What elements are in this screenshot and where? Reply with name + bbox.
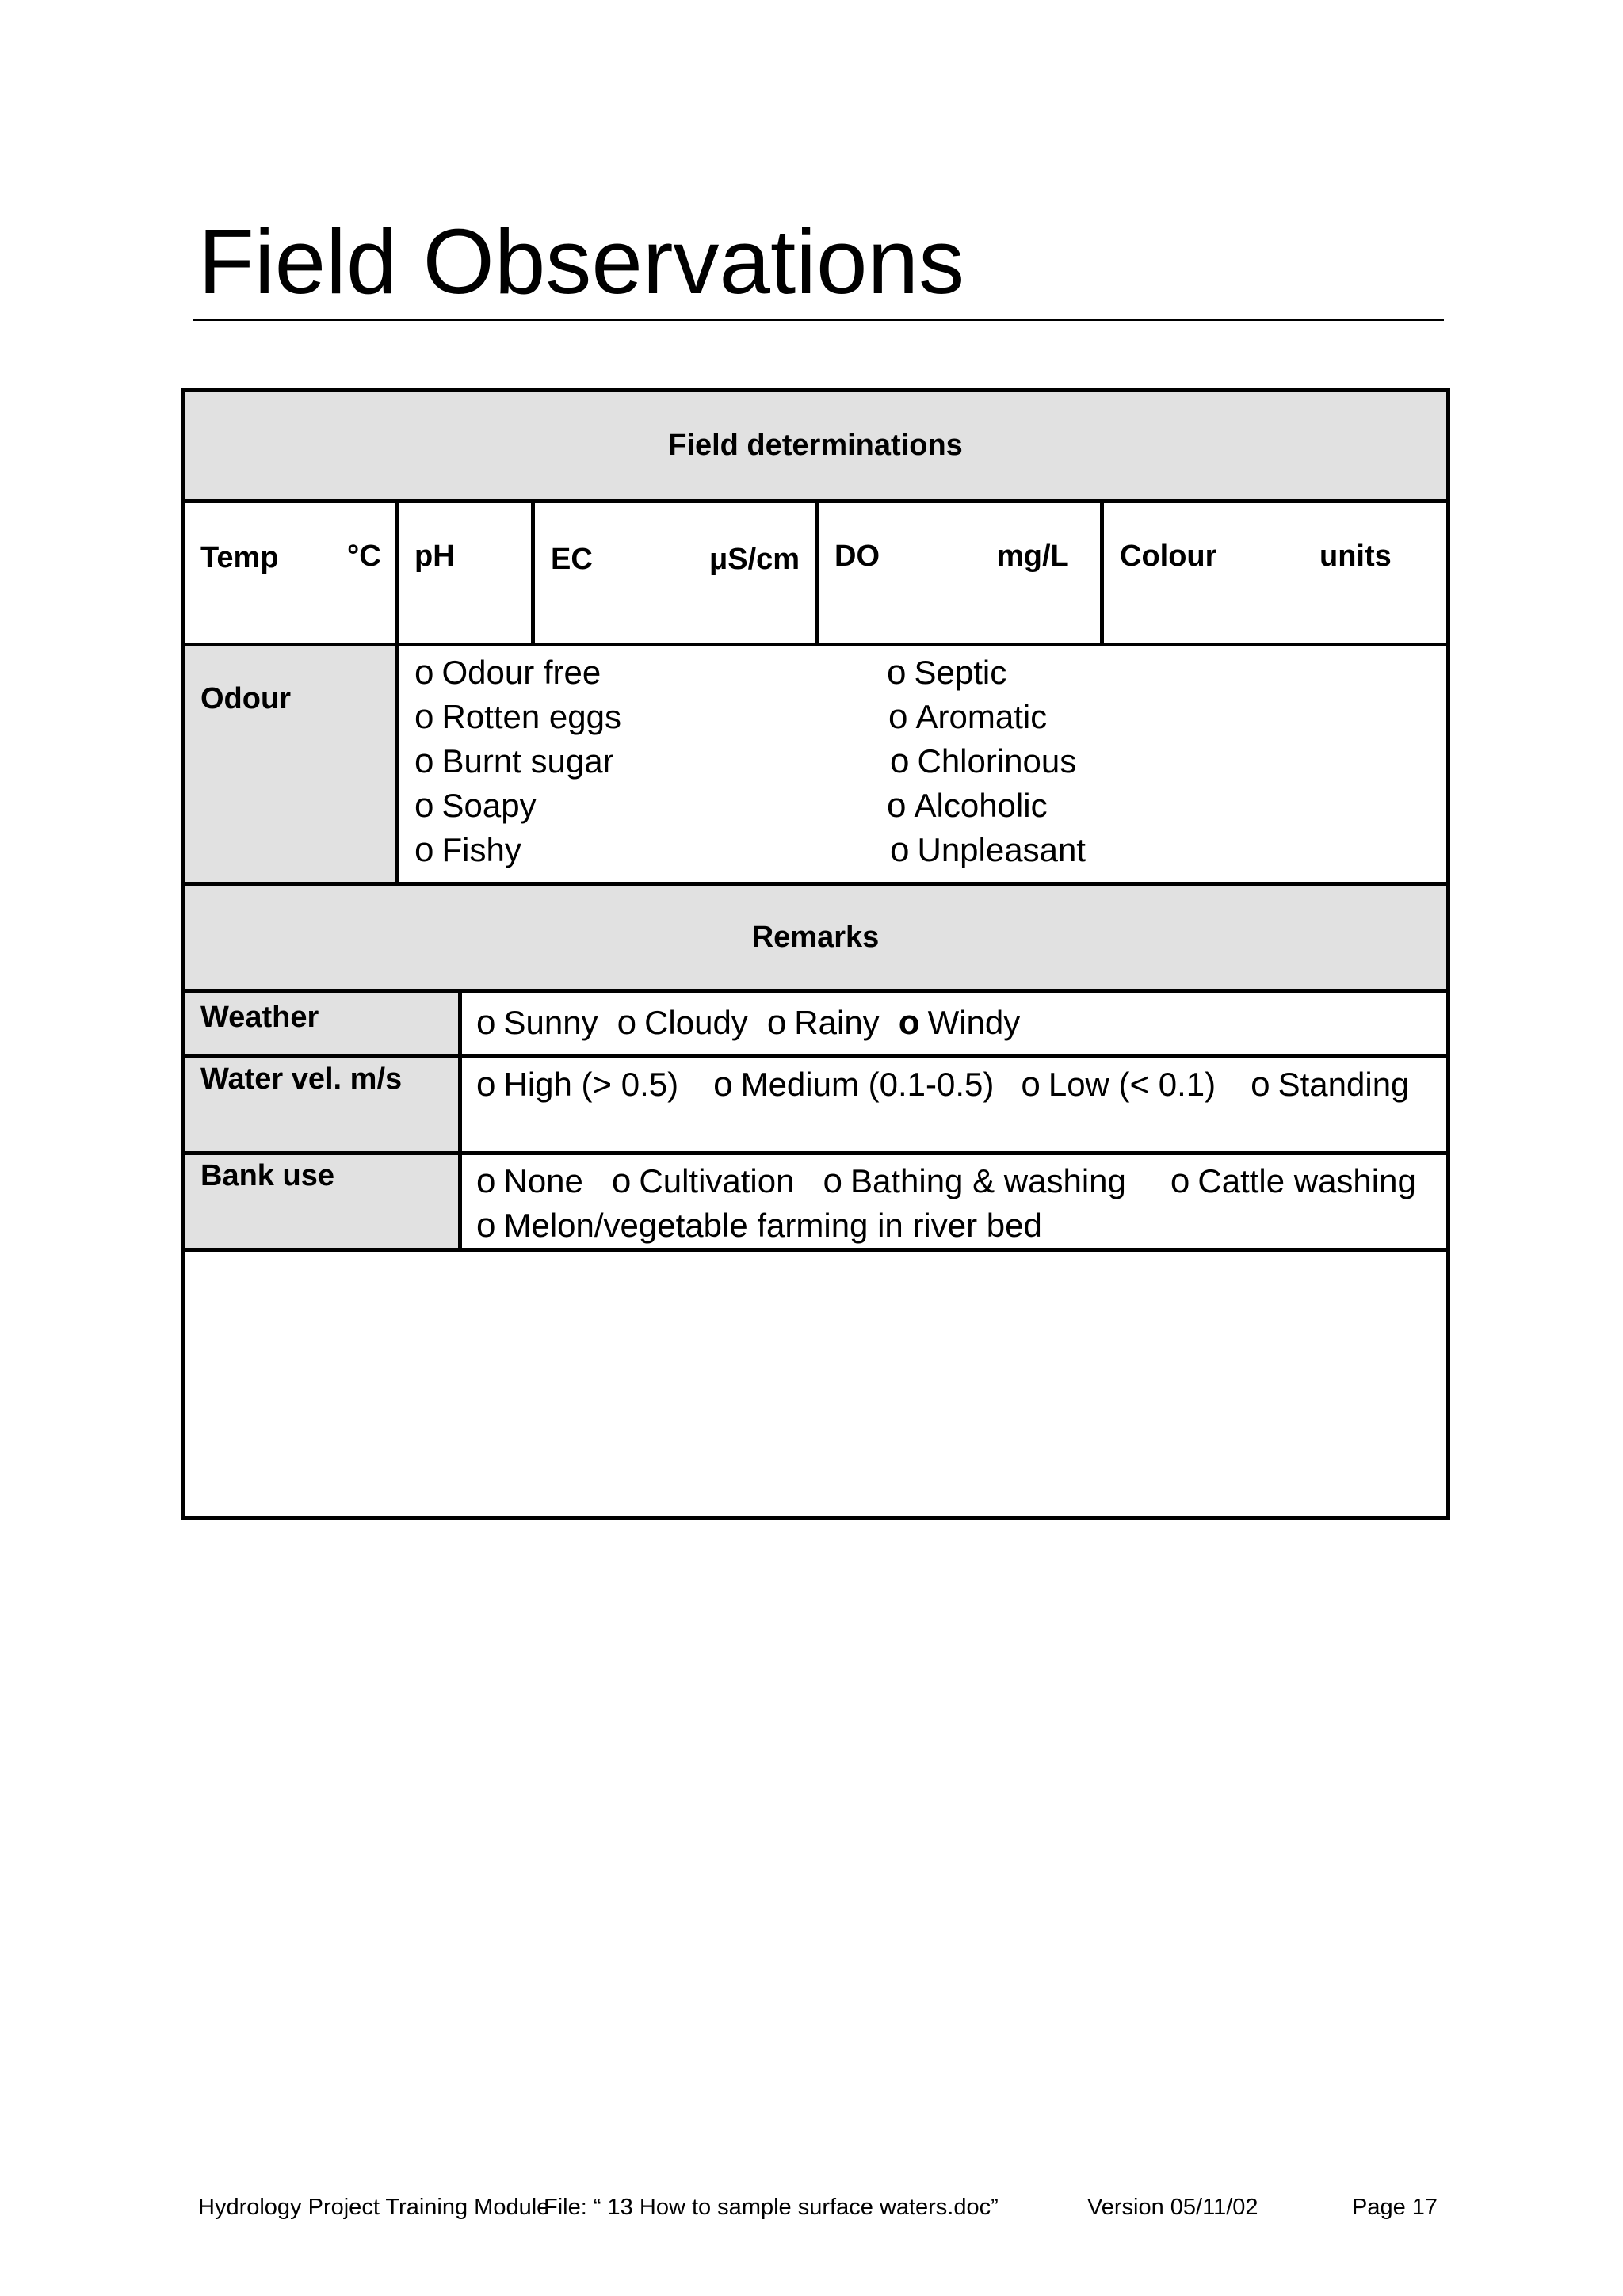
water-velocity-options <box>476 1067 1436 1102</box>
bank-use-label: Bank use <box>200 1159 334 1192</box>
water-velocity-option[interactable]: o Medium (0.1-0.5) <box>713 1065 995 1104</box>
odour-label: Odour <box>200 682 291 715</box>
colour-unit: units <box>1319 540 1392 573</box>
weather-option[interactable]: o Rainy <box>766 1003 880 1042</box>
water-velocity-option[interactable]: o High (> 0.5) <box>476 1065 679 1104</box>
ph-label: pH <box>414 540 455 573</box>
odour-option[interactable]: o Soapy <box>414 786 537 825</box>
ec-label: EC <box>551 543 593 576</box>
field-determinations-heading: Field determinations <box>668 429 963 462</box>
weather-option[interactable]: o Windy <box>898 1003 1021 1042</box>
weather-options <box>476 1005 1047 1040</box>
odour-option[interactable]: o Unpleasant <box>890 830 1086 869</box>
checkbox-icon: o <box>414 653 434 692</box>
weather-option[interactable]: o Cloudy <box>617 1003 748 1042</box>
odour-option[interactable]: o Chlorinous <box>890 742 1077 780</box>
divider <box>395 503 399 643</box>
checkbox-icon: o <box>414 697 434 736</box>
checkbox-icon: o <box>890 742 910 780</box>
checkbox-icon: o <box>414 742 434 780</box>
checkbox-icon: o <box>887 653 907 692</box>
title-underline <box>193 319 1444 321</box>
field-observation-form <box>181 388 1450 1520</box>
divider <box>185 1054 1446 1058</box>
bank-use-option[interactable]: o Cultivation <box>611 1161 795 1200</box>
divider <box>395 643 399 886</box>
ec-unit: μS/cm <box>709 543 800 576</box>
footer-module: Hydrology Project Training Module <box>198 2195 550 2220</box>
colour-label: Colour <box>1120 540 1217 573</box>
water-velocity-label: Water vel. m/s <box>200 1062 403 1096</box>
bank-use-option[interactable]: o Cattle washing <box>1170 1161 1416 1200</box>
divider <box>458 993 462 1252</box>
odour-option[interactable]: o Odour free <box>414 653 601 692</box>
bank-use-option[interactable]: o Bathing & washing <box>823 1161 1126 1200</box>
divider <box>185 1151 1446 1155</box>
footer-version: Version 05/11/02 <box>1087 2195 1258 2220</box>
checkbox-icon: o <box>414 786 434 825</box>
odour-option[interactable]: o Aromatic <box>888 697 1048 736</box>
water-velocity-option[interactable]: o Low (< 0.1) <box>1021 1065 1216 1104</box>
checkbox-icon: o <box>887 786 907 825</box>
odour-option[interactable]: o Fishy <box>414 830 521 869</box>
remarks-header <box>185 882 1446 993</box>
checkbox-icon: o <box>890 830 910 869</box>
odour-option[interactable]: o Rotten eggs <box>414 697 621 736</box>
do-unit: mg/L <box>997 540 1069 573</box>
bank-use-option[interactable]: o Melon/vegetable farming in river bed <box>476 1206 1042 1245</box>
divider <box>815 503 819 643</box>
checkbox-icon: o <box>888 697 908 736</box>
odour-option[interactable]: o Septic <box>887 653 1007 692</box>
page-title: Field Observations <box>198 210 965 313</box>
temp-unit: °C <box>347 540 381 573</box>
divider <box>531 503 535 643</box>
do-label: DO <box>834 540 880 573</box>
weather-label: Weather <box>200 1001 319 1034</box>
bank-use-option[interactable]: o None <box>476 1161 583 1200</box>
weather-option[interactable]: o Sunny <box>476 1003 598 1042</box>
checkbox-icon: o <box>414 830 434 869</box>
remarks-heading: Remarks <box>751 920 880 954</box>
temp-label: Temp <box>200 541 279 574</box>
divider <box>1100 503 1104 643</box>
odour-option[interactable]: o Burnt sugar <box>414 742 614 780</box>
footer-page-number: Page 17 <box>1352 2195 1438 2220</box>
field-determinations-header <box>185 392 1446 503</box>
bank-use-options <box>476 1161 1416 1200</box>
remarks-notes-area[interactable] <box>185 1252 1446 1516</box>
water-velocity-option[interactable]: o Standing <box>1251 1065 1410 1104</box>
odour-option[interactable]: o Alcoholic <box>887 786 1048 825</box>
footer-file: File: “ 13 How to sample surface waters.doc” <box>544 2195 999 2220</box>
